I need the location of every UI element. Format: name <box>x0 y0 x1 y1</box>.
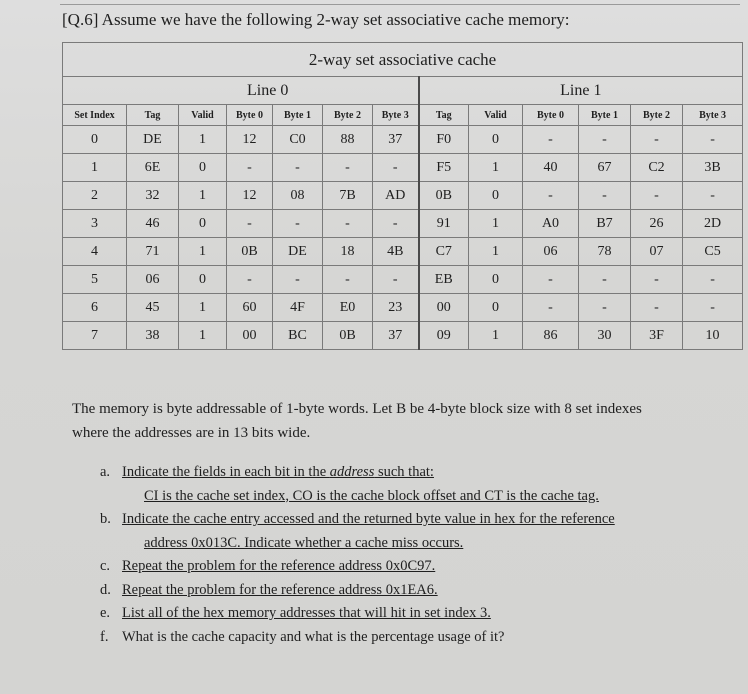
table-cell: 0 <box>63 126 127 154</box>
table-cell: - <box>523 266 579 294</box>
item-c-marker: c. <box>100 558 111 574</box>
item-c-text: Repeat the problem for the reference address 0x0C97. <box>122 558 436 574</box>
table-row <box>63 126 743 154</box>
cache-table <box>62 42 743 350</box>
table-cell: 6E <box>127 154 179 182</box>
table-cell: - <box>227 210 273 238</box>
table-cell: 12 <box>227 126 273 154</box>
table-cell: 60 <box>227 294 273 322</box>
line1-label: Line 1 <box>419 77 743 105</box>
table-row <box>63 294 743 322</box>
table-cell: 1 <box>63 154 127 182</box>
table-cell: 5 <box>63 266 127 294</box>
table-row <box>63 210 743 238</box>
table-cell: 37 <box>373 126 419 154</box>
table-cell: 1 <box>179 294 227 322</box>
table-row <box>63 322 743 350</box>
table-cell: 78 <box>579 238 631 266</box>
item-e <box>100 602 615 626</box>
table-cell: 0B <box>323 322 373 350</box>
table-cell: 00 <box>227 322 273 350</box>
table-cell: - <box>579 182 631 210</box>
table-cell: 0 <box>179 210 227 238</box>
table-cell: - <box>523 182 579 210</box>
table-cell: - <box>273 154 323 182</box>
column-header: Byte 3 <box>683 105 743 126</box>
description-line-2: where the addresses are in 13 bits wide. <box>72 425 311 441</box>
column-header-row <box>63 105 743 126</box>
table-cell: 07 <box>631 238 683 266</box>
table-cell: DE <box>273 238 323 266</box>
table-cell: - <box>227 266 273 294</box>
item-e-text: List all of the hex memory addresses that will hit in set index 3. <box>122 605 491 621</box>
table-row <box>63 154 743 182</box>
question-title: [Q.6] Assume we have the following 2-way set associative cache memory: <box>62 10 570 29</box>
table-cell: 18 <box>323 238 373 266</box>
table-cell: - <box>631 294 683 322</box>
table-cell: 10 <box>683 322 743 350</box>
table-cell: 0B <box>419 182 469 210</box>
column-header: Tag <box>419 105 469 126</box>
table-cell: 4B <box>373 238 419 266</box>
column-header: Set Index <box>63 105 127 126</box>
item-b-text: Indicate the cache entry accessed and the returned byte value in hex for the reference <box>122 511 615 527</box>
column-header: Valid <box>469 105 523 126</box>
table-row <box>63 182 743 210</box>
item-b <box>100 508 615 555</box>
table-cell: - <box>373 210 419 238</box>
table-cell: 1 <box>469 154 523 182</box>
item-b-marker: b. <box>100 511 111 527</box>
table-cell: - <box>273 210 323 238</box>
table-cell: 4 <box>63 238 127 266</box>
table-cell: 1 <box>469 210 523 238</box>
table-cell: 37 <box>373 322 419 350</box>
item-a-text <box>122 464 434 480</box>
cache-table-body <box>63 126 743 350</box>
table-cell: EB <box>419 266 469 294</box>
item-e-marker: e. <box>100 605 111 621</box>
item-d-marker: d. <box>100 581 111 598</box>
table-cell: - <box>227 154 273 182</box>
table-cell: - <box>523 294 579 322</box>
table-cell: - <box>323 266 373 294</box>
table-cell: - <box>683 294 743 322</box>
table-cell: 91 <box>419 210 469 238</box>
table-cell: AD <box>373 182 419 210</box>
table-cell: C7 <box>419 238 469 266</box>
table-cell: 08 <box>273 182 323 210</box>
table-cell: 0B <box>227 238 273 266</box>
table-cell: - <box>579 266 631 294</box>
table-cell: BC <box>273 322 323 350</box>
table-cell: C5 <box>683 238 743 266</box>
item-d-text: Repeat the problem for the reference address 0x1EA6. <box>122 581 438 598</box>
table-cell: - <box>683 266 743 294</box>
table-cell: C0 <box>273 126 323 154</box>
table-cell: 7 <box>63 322 127 350</box>
table-cell: 32 <box>127 182 179 210</box>
table-cell: 0 <box>469 294 523 322</box>
table-cell: - <box>579 294 631 322</box>
table-cell: - <box>579 126 631 154</box>
table-cell: C2 <box>631 154 683 182</box>
table-cell: 46 <box>127 210 179 238</box>
table-cell: 30 <box>579 322 631 350</box>
table-cell: 0 <box>179 154 227 182</box>
table-cell: 1 <box>179 238 227 266</box>
column-header: Byte 1 <box>273 105 323 126</box>
column-header: Valid <box>179 105 227 126</box>
column-header: Byte 0 <box>523 105 579 126</box>
table-row <box>63 238 743 266</box>
column-header: Tag <box>127 105 179 126</box>
table-cell: 71 <box>127 238 179 266</box>
table-cell: 2 <box>63 182 127 210</box>
table-cell: 4F <box>273 294 323 322</box>
table-cell: 45 <box>127 294 179 322</box>
table-cell: 88 <box>323 126 373 154</box>
table-cell: 40 <box>523 154 579 182</box>
table-cell: - <box>523 126 579 154</box>
table-cell: - <box>683 182 743 210</box>
column-header: Byte 2 <box>323 105 373 126</box>
item-a-marker: a. <box>100 464 111 480</box>
table-cell: 12 <box>227 182 273 210</box>
column-header: Byte 0 <box>227 105 273 126</box>
item-a <box>100 461 615 508</box>
table-cell: 0 <box>469 182 523 210</box>
item-f <box>100 626 615 650</box>
item-a-em: address <box>329 464 375 480</box>
table-cell: 09 <box>419 322 469 350</box>
item-a-post: such that: <box>374 464 434 480</box>
table-cell: - <box>323 154 373 182</box>
table-cell: 86 <box>523 322 579 350</box>
table-row <box>63 266 743 294</box>
table-cell: - <box>323 210 373 238</box>
table-cell: 1 <box>179 126 227 154</box>
table-cell: - <box>631 182 683 210</box>
table-cell: 23 <box>373 294 419 322</box>
table-cell: 3F <box>631 322 683 350</box>
table-cell: DE <box>127 126 179 154</box>
table-cell: 2D <box>683 210 743 238</box>
column-header: Byte 1 <box>579 105 631 126</box>
top-rule <box>60 4 740 5</box>
description-line-1: The memory is byte addressable of 1-byte words. Let B be 4-byte block size with 8 set indexes <box>72 401 642 417</box>
table-cell: 3 <box>63 210 127 238</box>
question-items <box>100 461 615 649</box>
table-cell: 1 <box>179 182 227 210</box>
item-d <box>100 579 615 603</box>
table-cell: 7B <box>323 182 373 210</box>
table-cell: 0 <box>469 266 523 294</box>
table-cell: - <box>631 126 683 154</box>
table-cell: - <box>373 154 419 182</box>
table-cell: - <box>373 266 419 294</box>
table-cell: 6 <box>63 294 127 322</box>
table-cell: F0 <box>419 126 469 154</box>
column-header: Byte 2 <box>631 105 683 126</box>
table-cell: 00 <box>419 294 469 322</box>
table-cell: 1 <box>469 238 523 266</box>
table-cell: - <box>631 266 683 294</box>
table-cell: 1 <box>179 322 227 350</box>
item-b-sub: address 0x013C. Indicate whether a cache miss occurs. <box>144 534 464 551</box>
item-f-text: What is the cache capacity and what is the percentage usage of it? <box>122 628 505 645</box>
table-cell: 38 <box>127 322 179 350</box>
table-cell: 26 <box>631 210 683 238</box>
column-header: Byte 3 <box>373 105 419 126</box>
table-cell: - <box>273 266 323 294</box>
table-cell: F5 <box>419 154 469 182</box>
table-cell: 67 <box>579 154 631 182</box>
table-cell: - <box>683 126 743 154</box>
item-a-sub: CI is the cache set index, CO is the cache block offset and CT is the cache tag. <box>144 487 599 504</box>
table-cell: 0 <box>179 266 227 294</box>
table-cell: E0 <box>323 294 373 322</box>
table-cell: 3B <box>683 154 743 182</box>
item-a-pre: Indicate the fields in each bit in the <box>122 464 330 480</box>
table-cell: 06 <box>127 266 179 294</box>
item-c <box>100 555 615 579</box>
table-cell: 0 <box>469 126 523 154</box>
cache-table-caption: 2-way set associative cache <box>63 43 743 77</box>
table-cell: 06 <box>523 238 579 266</box>
table-cell: B7 <box>579 210 631 238</box>
table-cell: A0 <box>523 210 579 238</box>
item-f-marker: f. <box>100 628 109 645</box>
line0-label: Line 0 <box>63 77 419 105</box>
description-paragraph <box>72 397 740 445</box>
table-cell: 1 <box>469 322 523 350</box>
